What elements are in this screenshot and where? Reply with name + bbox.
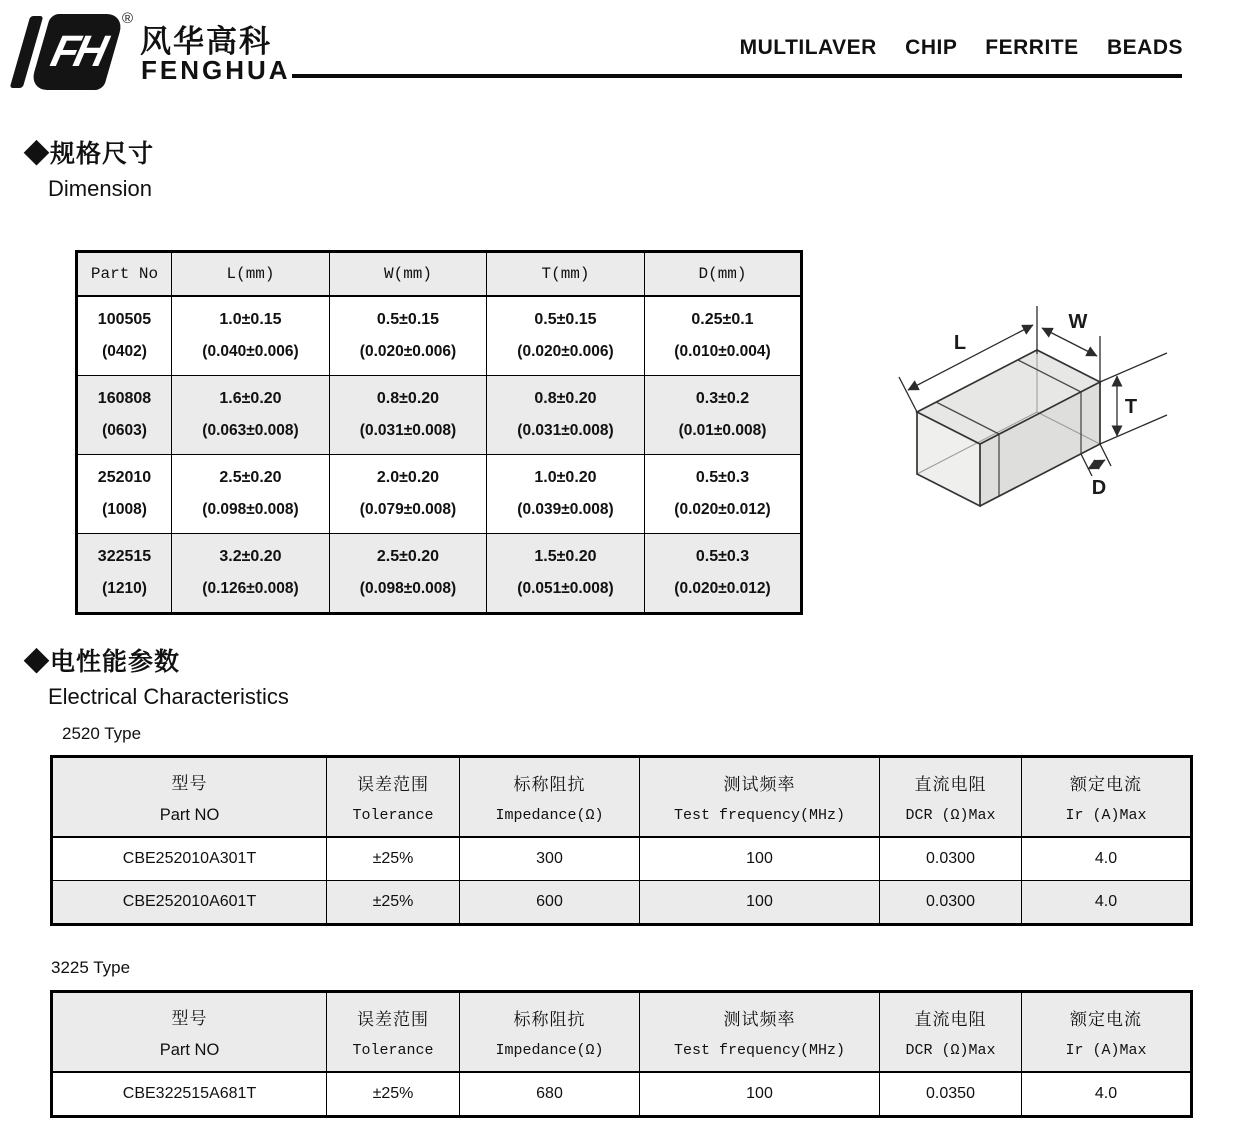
- dim-label-width: W: [1068, 311, 1088, 333]
- dimension-cell: 0.5±0.15 (0.020±0.006): [487, 296, 645, 376]
- electrical-header-row: [52, 992, 1192, 1073]
- electrical-row: [52, 837, 1192, 881]
- electrical-column-header: 额定电流 Ir (A)Max: [1022, 992, 1192, 1073]
- electrical-column-header: 型号 Part NO: [52, 992, 327, 1073]
- dimension-cell: 0.5±0.3 (0.020±0.012): [645, 455, 802, 534]
- dimension-cell: 100505 (0402): [77, 296, 172, 376]
- dimension-cell: 322515 (1210): [77, 534, 172, 614]
- electrical-row: [52, 881, 1192, 925]
- electrical-cell: CBE322515A681T: [52, 1072, 327, 1117]
- dimension-cell: 0.8±0.20 (0.031±0.008): [330, 376, 487, 455]
- electrical-cell: 100: [640, 881, 880, 925]
- electrical-cell: ±25%: [327, 881, 460, 925]
- electrical-cell: CBE252010A301T: [52, 837, 327, 881]
- document-title: MULTILAVER CHIP FERRITE BEADS: [739, 36, 1183, 59]
- electrical-cell: 300: [460, 837, 640, 881]
- dimension-row: [77, 296, 802, 376]
- dimension-cell: 160808 (0603): [77, 376, 172, 455]
- electrical-cell: 100: [640, 1072, 880, 1117]
- dimension-cell: 2.5±0.20 (0.098±0.008): [330, 534, 487, 614]
- dimension-cell: 0.5±0.3 (0.020±0.012): [645, 534, 802, 614]
- electrical-cell: ±25%: [327, 1072, 460, 1117]
- electrical-cell: 4.0: [1022, 837, 1192, 881]
- dimension-column-header: T(mm): [487, 252, 645, 297]
- dimension-header-row: [77, 252, 802, 297]
- dim-label-thickness: T: [1124, 396, 1138, 418]
- electrical-column-header: 直流电阻 DCR (Ω)Max: [880, 757, 1022, 838]
- dimension-row: [77, 455, 802, 534]
- electrical-heading-en: Electrical Characteristics: [48, 684, 289, 709]
- dimension-row: [77, 376, 802, 455]
- electrical-cell: 0.0300: [880, 837, 1022, 881]
- dimension-cell: 252010 (1008): [77, 455, 172, 534]
- dimension-cell: 0.25±0.1 (0.010±0.004): [645, 296, 802, 376]
- electrical-cell: 0.0350: [880, 1072, 1022, 1117]
- dimension-column-header: D(mm): [645, 252, 802, 297]
- dimension-cell: 3.2±0.20 (0.126±0.008): [172, 534, 330, 614]
- electrical-column-header: 直流电阻 DCR (Ω)Max: [880, 992, 1022, 1073]
- electrical-heading-cn: ◆电性能参数: [24, 648, 181, 676]
- dimension-row: [77, 534, 802, 614]
- type-label-2520: 2520 Type: [62, 724, 142, 743]
- dimension-cell: 1.5±0.20 (0.051±0.008): [487, 534, 645, 614]
- dimension-cell: 1.0±0.15 (0.040±0.006): [172, 296, 330, 376]
- electrical-cell: 100: [640, 837, 880, 881]
- dimension-heading-cn: ◆规格尺寸: [24, 140, 155, 168]
- electrical-table-3225: [50, 990, 1193, 1118]
- electrical-cell: 4.0: [1022, 881, 1192, 925]
- electrical-header-row: [52, 757, 1192, 838]
- dimension-cell: 0.3±0.2 (0.01±0.008): [645, 376, 802, 455]
- logo-monogram: [29, 14, 125, 90]
- dim-label-electrode: D: [1091, 477, 1107, 499]
- dimension-cell: 0.8±0.20 (0.031±0.008): [487, 376, 645, 455]
- dimension-table: [75, 250, 803, 615]
- electrical-column-header: 测试频率 Test frequency(MHz): [640, 992, 880, 1073]
- electrical-cell: 0.0300: [880, 881, 1022, 925]
- dimension-cell: 2.0±0.20 (0.079±0.008): [330, 455, 487, 534]
- electrical-table-2520: [50, 755, 1193, 926]
- electrical-column-header: 型号 Part NO: [52, 757, 327, 838]
- dim-label-length: L: [953, 332, 967, 354]
- type-label-3225: 3225 Type: [51, 958, 131, 977]
- chip-dimension-diagram: [862, 282, 1207, 532]
- electrical-column-header: 测试频率 Test frequency(MHz): [640, 757, 880, 838]
- dimension-cell: 2.5±0.20 (0.098±0.008): [172, 455, 330, 534]
- electrical-cell: ±25%: [327, 837, 460, 881]
- electrical-cell: 600: [460, 881, 640, 925]
- dimension-column-header: L(mm): [172, 252, 330, 297]
- company-name-en: FENGHUA: [141, 55, 291, 85]
- electrical-column-header: 误差范围 Tolerance: [327, 992, 460, 1073]
- electrical-column-header: 标称阻抗 Impedance(Ω): [460, 757, 640, 838]
- chip-box: [917, 350, 1100, 506]
- dimension-cell: 1.0±0.20 (0.039±0.008): [487, 455, 645, 534]
- electrical-cell: CBE252010A601T: [52, 881, 327, 925]
- company-name-cn: 风华高科: [140, 24, 272, 59]
- electrical-column-header: 额定电流 Ir (A)Max: [1022, 757, 1192, 838]
- dimension-column-header: Part No: [77, 252, 172, 297]
- electrical-cell: 680: [460, 1072, 640, 1117]
- registered-trademark-icon: ®: [122, 10, 134, 27]
- electrical-column-header: 标称阻抗 Impedance(Ω): [460, 992, 640, 1073]
- electrical-row: [52, 1072, 1192, 1117]
- electrical-column-header: 误差范围 Tolerance: [327, 757, 460, 838]
- logo-monogram-text: FH: [46, 27, 109, 76]
- dimension-cell: 1.6±0.20 (0.063±0.008): [172, 376, 330, 455]
- fenghua-logo-icon: [20, 14, 114, 90]
- dimension-cell: 0.5±0.15 (0.020±0.006): [330, 296, 487, 376]
- header-rule: [292, 74, 1182, 78]
- dimension-column-header: W(mm): [330, 252, 487, 297]
- dimension-heading-en: Dimension: [48, 176, 152, 201]
- electrical-cell: 4.0: [1022, 1072, 1192, 1117]
